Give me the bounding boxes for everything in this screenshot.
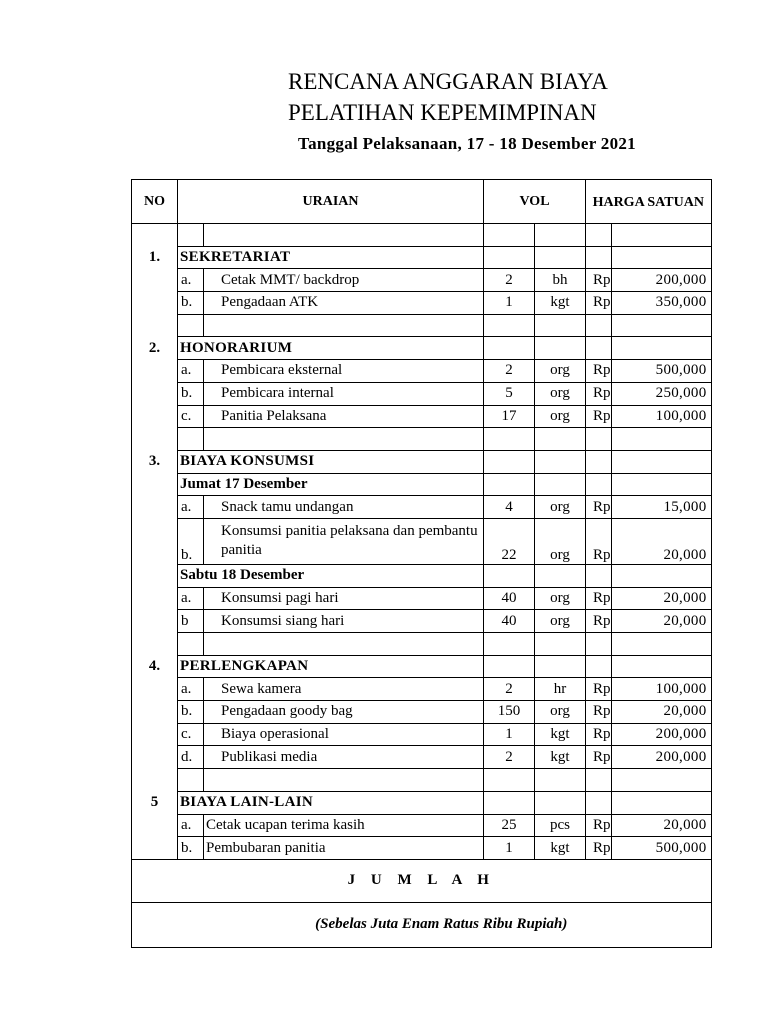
table-row <box>132 746 712 769</box>
cell-quantity <box>484 655 535 678</box>
cell-unit: kgt <box>535 723 586 746</box>
cell-currency <box>586 428 612 451</box>
cell-description <box>204 314 484 337</box>
cell-quantity: 1 <box>484 723 535 746</box>
cell-price <box>611 246 711 269</box>
table-row <box>132 405 712 428</box>
cell-quantity: 1 <box>484 292 535 315</box>
budget-table-body <box>132 180 712 948</box>
cell-unit: pcs <box>535 814 586 837</box>
table-spacer-row <box>132 224 712 247</box>
cell-description <box>204 769 484 792</box>
cell-currency: Rp <box>586 496 612 519</box>
cell-unit <box>535 314 586 337</box>
cell-letter: a. <box>178 587 204 610</box>
cell-currency: Rp <box>586 405 612 428</box>
cell-description: Biaya operasional <box>204 723 484 746</box>
day-header-row <box>132 564 712 587</box>
header-harga-satuan: HARGA SATUAN <box>586 180 712 224</box>
cell-letter: c. <box>178 405 204 428</box>
cell-price: 200,000 <box>611 723 711 746</box>
cell-unit: kgt <box>535 746 586 769</box>
cell-currency <box>586 450 612 473</box>
cell-description: Konsumsi siang hari <box>204 610 484 633</box>
cell-currency: Rp <box>586 701 612 724</box>
total-row <box>132 859 712 902</box>
section-name: SEKRETARIAT <box>178 246 484 269</box>
cell-letter: a. <box>178 496 204 519</box>
section-name: HONORARIUM <box>178 337 484 360</box>
table-row <box>132 814 712 837</box>
cell-currency: Rp <box>586 723 612 746</box>
cell-quantity <box>484 450 535 473</box>
cell-description <box>204 224 484 247</box>
cell-unit <box>535 564 586 587</box>
table-spacer-row <box>132 314 712 337</box>
cell-no <box>132 587 178 610</box>
cell-price: 100,000 <box>611 678 711 701</box>
cell-letter: b <box>178 610 204 633</box>
cell-price <box>611 791 711 814</box>
cell-quantity: 2 <box>484 360 535 383</box>
cell-no <box>132 224 178 247</box>
cell-price <box>611 224 711 247</box>
cell-letter: b. <box>178 518 204 564</box>
cell-quantity <box>484 428 535 451</box>
cell-quantity: 2 <box>484 746 535 769</box>
cell-price <box>611 564 711 587</box>
cell-description: Sewa kamera <box>204 678 484 701</box>
cell-description <box>204 633 484 656</box>
header-no: NO <box>132 180 178 224</box>
cell-currency: Rp <box>586 360 612 383</box>
cell-quantity: 5 <box>484 382 535 405</box>
cell-no <box>132 292 178 315</box>
cell-unit <box>535 633 586 656</box>
cell-quantity: 40 <box>484 587 535 610</box>
cell-quantity: 2 <box>484 678 535 701</box>
cell-no <box>132 382 178 405</box>
cell-price <box>611 450 711 473</box>
cell-quantity: 22 <box>484 518 535 564</box>
section-name: BIAYA KONSUMSI <box>178 450 484 473</box>
cell-letter: d. <box>178 746 204 769</box>
cell-quantity: 25 <box>484 814 535 837</box>
section-header-row <box>132 655 712 678</box>
cell-no <box>132 428 178 451</box>
cell-letter: c. <box>178 723 204 746</box>
cell-description: Snack tamu undangan <box>204 496 484 519</box>
cell-no <box>132 814 178 837</box>
cell-unit <box>535 769 586 792</box>
section-name: BIAYA LAIN-LAIN <box>178 791 484 814</box>
cell-price: 500,000 <box>611 837 711 860</box>
day-label: Sabtu 18 Desember <box>178 564 484 587</box>
cell-currency <box>586 564 612 587</box>
cell-price: 20,000 <box>611 701 711 724</box>
cell-no <box>132 360 178 383</box>
cell-description: Cetak ucapan terima kasih <box>204 814 484 837</box>
cell-price: 20,000 <box>611 610 711 633</box>
section-number: 4. <box>132 655 178 678</box>
cell-letter: a. <box>178 678 204 701</box>
cell-currency <box>586 473 612 496</box>
table-row <box>132 701 712 724</box>
cell-no <box>132 518 178 564</box>
cell-currency: Rp <box>586 678 612 701</box>
cell-letter: a. <box>178 360 204 383</box>
cell-currency: Rp <box>586 382 612 405</box>
section-number: 5 <box>132 791 178 814</box>
table-row <box>132 678 712 701</box>
cell-price: 500,000 <box>611 360 711 383</box>
cell-letter <box>178 314 204 337</box>
cell-letter <box>178 769 204 792</box>
cell-quantity <box>484 769 535 792</box>
cell-price: 100,000 <box>611 405 711 428</box>
cell-no <box>132 269 178 292</box>
cell-no <box>132 701 178 724</box>
cell-unit: org <box>535 496 586 519</box>
cell-quantity: 150 <box>484 701 535 724</box>
cell-unit: kgt <box>535 292 586 315</box>
cell-unit: org <box>535 587 586 610</box>
cell-letter: b. <box>178 292 204 315</box>
cell-unit <box>535 450 586 473</box>
table-row <box>132 723 712 746</box>
cell-unit: org <box>535 360 586 383</box>
cell-unit: hr <box>535 678 586 701</box>
cell-no <box>132 473 178 496</box>
cell-currency <box>586 655 612 678</box>
cell-letter: b. <box>178 701 204 724</box>
cell-quantity: 40 <box>484 610 535 633</box>
cell-price <box>611 337 711 360</box>
cell-price: 20,000 <box>611 518 711 564</box>
cell-description: Pembicara internal <box>204 382 484 405</box>
section-header-row <box>132 791 712 814</box>
cell-price: 350,000 <box>611 292 711 315</box>
section-number: 2. <box>132 337 178 360</box>
day-label: Jumat 17 Desember <box>178 473 484 496</box>
cell-description: Pembicara eksternal <box>204 360 484 383</box>
cell-unit: org <box>535 405 586 428</box>
cell-price: 15,000 <box>611 496 711 519</box>
cell-no <box>132 564 178 587</box>
cell-currency: Rp <box>586 814 612 837</box>
cell-description: Pembubaran panitia <box>204 837 484 860</box>
cell-description: Publikasi media <box>204 746 484 769</box>
cell-unit <box>535 224 586 247</box>
cell-quantity <box>484 633 535 656</box>
cell-letter <box>178 633 204 656</box>
cell-price <box>611 655 711 678</box>
cell-price <box>611 769 711 792</box>
section-header-row <box>132 450 712 473</box>
cell-price: 250,000 <box>611 382 711 405</box>
cell-description <box>204 428 484 451</box>
section-name: PERLENGKAPAN <box>178 655 484 678</box>
cell-price <box>611 633 711 656</box>
budget-table <box>131 179 712 948</box>
section-number: 1. <box>132 246 178 269</box>
cell-price: 200,000 <box>611 746 711 769</box>
cell-currency: Rp <box>586 587 612 610</box>
cell-currency <box>586 633 612 656</box>
table-row <box>132 360 712 383</box>
title-line-2: PELATIHAN KEPEMIMPINAN <box>288 100 597 125</box>
cell-price: 20,000 <box>611 587 711 610</box>
cell-quantity: 17 <box>484 405 535 428</box>
section-number: 3. <box>132 450 178 473</box>
section-header-row <box>132 246 712 269</box>
cell-unit: bh <box>535 269 586 292</box>
cell-no <box>132 405 178 428</box>
table-row <box>132 269 712 292</box>
cell-quantity <box>484 473 535 496</box>
cell-unit: org <box>535 518 586 564</box>
cell-no <box>132 746 178 769</box>
cell-price <box>611 473 711 496</box>
document-title <box>288 66 608 128</box>
cell-currency <box>586 224 612 247</box>
cell-letter <box>178 224 204 247</box>
cell-quantity <box>484 564 535 587</box>
cell-currency <box>586 314 612 337</box>
cell-unit <box>535 473 586 496</box>
date-line: Tanggal Pelaksanaan, 17 - 18 Desember 2021 <box>298 134 636 153</box>
table-spacer-row <box>132 769 712 792</box>
cell-currency: Rp <box>586 610 612 633</box>
cell-unit <box>535 428 586 451</box>
cell-unit: kgt <box>535 837 586 860</box>
cell-description: Konsumsi panitia pelaksana dan pembantu panitia <box>204 518 484 564</box>
cell-unit: org <box>535 701 586 724</box>
table-row <box>132 587 712 610</box>
cell-currency: Rp <box>586 292 612 315</box>
cell-no <box>132 633 178 656</box>
total-label: J U M L A H <box>132 859 712 902</box>
cell-quantity <box>484 337 535 360</box>
cell-unit <box>535 337 586 360</box>
table-row <box>132 496 712 519</box>
cell-quantity <box>484 246 535 269</box>
cell-quantity <box>484 314 535 337</box>
cell-currency <box>586 246 612 269</box>
cell-description: Panitia Pelaksana <box>204 405 484 428</box>
cell-currency: Rp <box>586 837 612 860</box>
table-row <box>132 518 712 564</box>
cell-letter <box>178 428 204 451</box>
header-vol: VOL <box>484 180 586 224</box>
cell-description: Cetak MMT/ backdrop <box>204 269 484 292</box>
cell-unit <box>535 791 586 814</box>
cell-no <box>132 723 178 746</box>
title-line-1: RENCANA ANGGARAN BIAYA <box>288 69 608 94</box>
amount-in-words-row <box>132 902 712 947</box>
cell-letter: a. <box>178 814 204 837</box>
header-uraian: URAIAN <box>178 180 484 224</box>
table-row <box>132 382 712 405</box>
cell-currency <box>586 769 612 792</box>
cell-letter: b. <box>178 382 204 405</box>
cell-description: Pengadaan ATK <box>204 292 484 315</box>
cell-unit <box>535 246 586 269</box>
amount-in-words: (Sebelas Juta Enam Ratus Ribu Rupiah) <box>132 902 712 947</box>
table-row <box>132 837 712 860</box>
cell-currency: Rp <box>586 746 612 769</box>
cell-no <box>132 314 178 337</box>
table-spacer-row <box>132 633 712 656</box>
cell-currency: Rp <box>586 269 612 292</box>
cell-price <box>611 314 711 337</box>
cell-unit: org <box>535 382 586 405</box>
cell-no <box>132 769 178 792</box>
section-header-row <box>132 337 712 360</box>
cell-letter: b. <box>178 837 204 860</box>
cell-quantity: 1 <box>484 837 535 860</box>
cell-unit: org <box>535 610 586 633</box>
cell-currency: Rp <box>586 518 612 564</box>
cell-price <box>611 428 711 451</box>
cell-no <box>132 610 178 633</box>
day-header-row <box>132 473 712 496</box>
table-row <box>132 292 712 315</box>
cell-unit <box>535 655 586 678</box>
cell-description: Konsumsi pagi hari <box>204 587 484 610</box>
cell-currency <box>586 337 612 360</box>
cell-no <box>132 837 178 860</box>
table-spacer-row <box>132 428 712 451</box>
cell-quantity: 2 <box>484 269 535 292</box>
cell-price: 20,000 <box>611 814 711 837</box>
cell-description: Pengadaan goody bag <box>204 701 484 724</box>
cell-letter: a. <box>178 269 204 292</box>
cell-no <box>132 678 178 701</box>
cell-quantity <box>484 791 535 814</box>
table-row <box>132 610 712 633</box>
table-header-row <box>132 180 712 224</box>
cell-quantity: 4 <box>484 496 535 519</box>
cell-no <box>132 496 178 519</box>
cell-quantity <box>484 224 535 247</box>
cell-currency <box>586 791 612 814</box>
cell-price: 200,000 <box>611 269 711 292</box>
